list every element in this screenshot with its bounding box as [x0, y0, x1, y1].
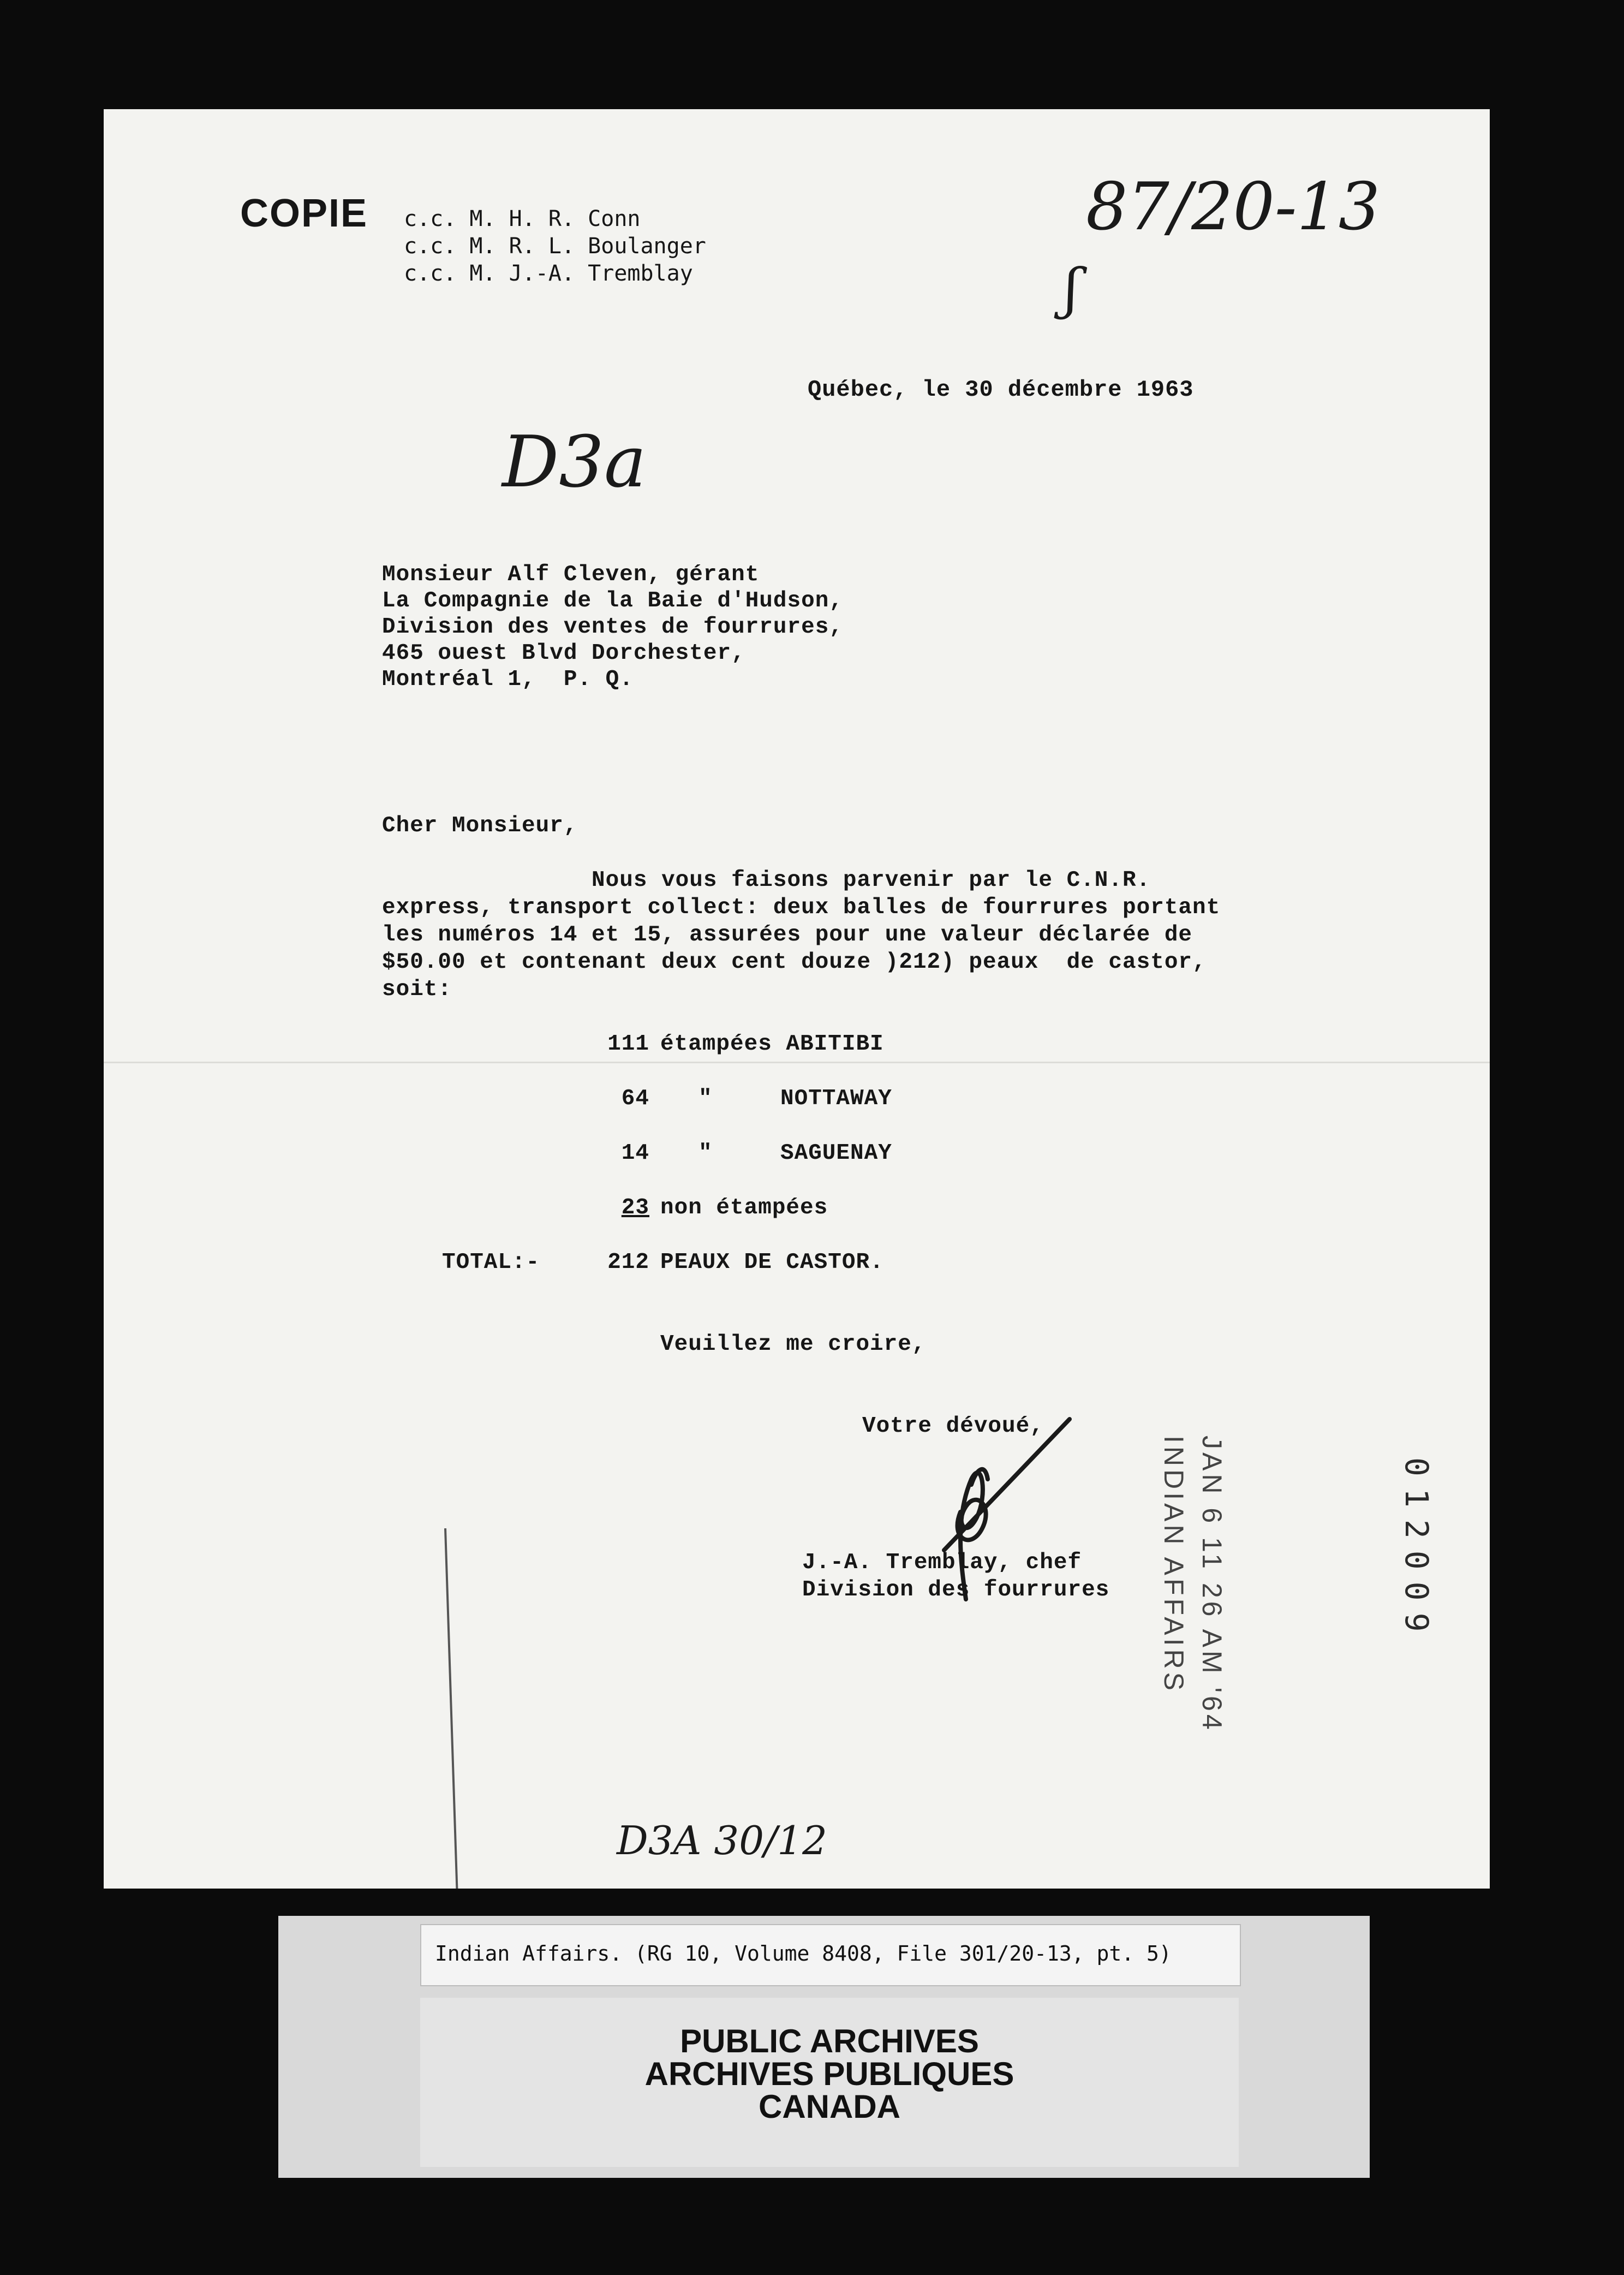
table-row-4-label: non étampées — [660, 1195, 828, 1220]
handwritten-file-ref: 87/20-13 — [1086, 169, 1381, 245]
table-row-4-num: 23 — [621, 1195, 649, 1220]
table-row-3-num: 14 — [621, 1141, 649, 1166]
handwritten-squiggle: ʃ — [1064, 257, 1079, 320]
signature-line-1: J.-A. Tremblay, chef — [802, 1550, 1082, 1575]
salutation: Cher Monsieur, — [382, 813, 578, 838]
table-row-1-num: 111 — [607, 1032, 649, 1057]
paragraph-line-4: $50.00 et contenant deux cent douze )212) peaux de castor, — [382, 950, 1207, 975]
archive-stamp-box — [420, 1998, 1239, 2167]
received-stamp-date: JAN 6 11 26 AM '64 — [1197, 1436, 1227, 1733]
recipient-line-1: Monsieur Alf Cleven, gérant — [382, 562, 760, 587]
total-num: 212 — [607, 1250, 649, 1275]
archive-line-1: PUBLIC ARCHIVES — [680, 2023, 979, 2059]
table-row-2-mark: " — [698, 1086, 713, 1111]
closing-line-1: Veuillez me croire, — [660, 1332, 926, 1357]
fold-line — [104, 1062, 1490, 1063]
table-row-2-num: 64 — [621, 1086, 649, 1111]
paragraph-line-3: les numéros 14 et 15, assurées pour une valeur déclarée de — [382, 922, 1193, 948]
recipient-line-4: 465 ouest Blvd Dorchester, — [382, 641, 745, 666]
archive-reference-box — [420, 1924, 1241, 1986]
handwritten-code-bottom: D3A 30/12 — [617, 1818, 827, 1863]
cc-line-1: c.c. M. H. R. Conn — [404, 206, 641, 231]
letter-page — [104, 109, 1490, 1889]
total-text: PEAUX DE CASTOR. — [660, 1250, 884, 1275]
table-row-2-label: NOTTAWAY — [780, 1086, 892, 1111]
recipient-line-5: Montréal 1, P. Q. — [382, 667, 634, 692]
recipient-line-2: La Compagnie de la Baie d'Hudson, — [382, 588, 843, 614]
paragraph-line-1: Nous vous faisons parvenir par le C.N.R. — [382, 868, 1151, 893]
received-stamp-dept: INDIAN AFFAIRS — [1159, 1436, 1189, 1694]
cc-line-3: c.c. M. J.-A. Tremblay — [404, 261, 693, 286]
pencil-line — [442, 1528, 464, 1889]
archive-line-3: CANADA — [759, 2088, 900, 2125]
paragraph-line-5: soit: — [382, 977, 452, 1002]
document-number: 012009 — [1398, 1457, 1435, 1644]
archive-line-2: ARCHIVES PUBLIQUES — [644, 2056, 1014, 2092]
signature-line-2: Division des fourrures — [802, 1577, 1110, 1603]
copie-heading: COPIE — [240, 192, 368, 235]
archive-reference: Indian Affairs. (RG 10, Volume 8408, File 301/20-13, pt. 5) — [435, 1942, 1172, 1966]
cc-line-2: c.c. M. R. L. Boulanger — [404, 234, 706, 259]
table-row-3-label: SAGUENAY — [780, 1141, 892, 1166]
total-label: TOTAL:- — [442, 1250, 540, 1275]
table-row-3-mark: " — [698, 1141, 713, 1166]
closing-line-2: Votre dévoué, — [862, 1414, 1044, 1439]
table-row-1-label: étampées ABITIBI — [660, 1032, 884, 1057]
recipient-line-3: Division des ventes de fourrures, — [382, 615, 843, 640]
date-line: Québec, le 30 décembre 1963 — [808, 377, 1194, 403]
handwritten-code-top: D3a — [502, 420, 647, 503]
paragraph-line-2: express, transport collect: deux balles de fourrures portant — [382, 895, 1221, 920]
